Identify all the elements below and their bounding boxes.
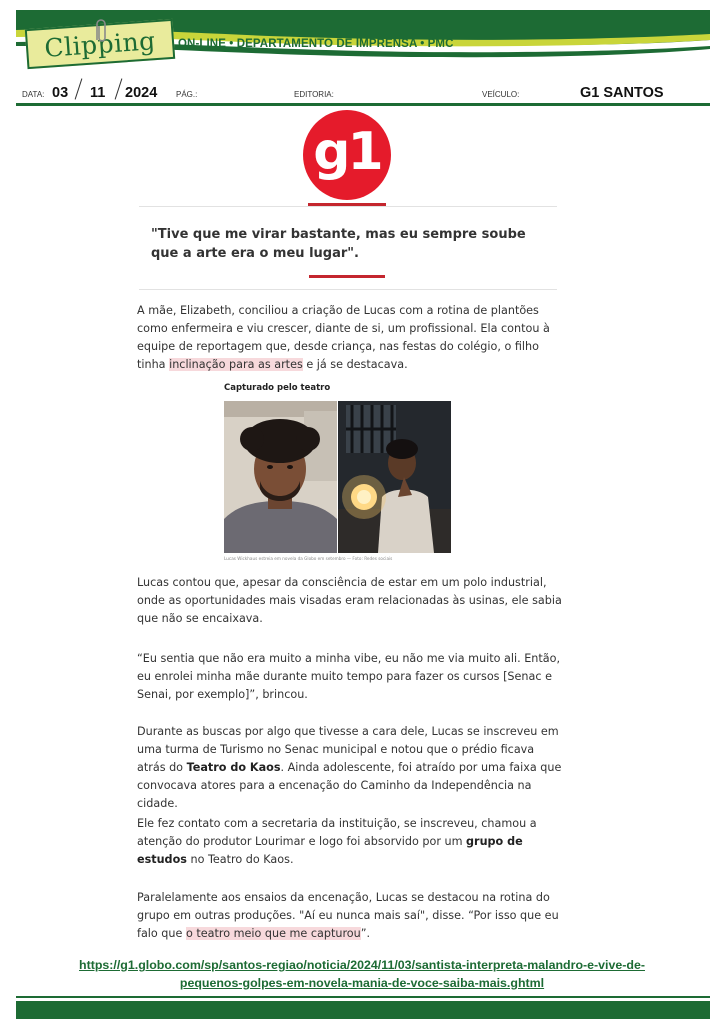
pull-quote-text: "Tive que me virar bastante, mas eu sempre soube que a arte era o meu lugar". [151,227,526,261]
page-label: PÁG.: [176,90,198,99]
paragraph-text: . Ainda adolescente, foi atraído por uma faixa que convocava atores para a encenação do Caminho da Independência na cidade. [137,761,562,810]
paragraph-captured [137,889,563,943]
photo-figure [220,375,455,567]
photo-lucas-lamp [338,401,451,553]
figure-credit: Lucas Wickhaus estreia em novela da Globo em setembro — Foto: Redes sociais [224,556,393,561]
date-day: 03 [52,85,69,101]
figure-title: Capturado pelo teatro [224,383,331,393]
editorial-label: EDITORIA: [294,90,334,99]
paragraph-study-group [137,815,563,869]
bold-text: Teatro do Kaos [186,761,281,774]
date-divider [115,78,123,99]
paragraph-quote-vibe: “Eu sentia que não era muito a minha vibe, eu não me via muito ali. Então, eu enrolei minha mãe durante muito tempo para fazer os cursos [Senac e Senai, por exemplo]”, brincou. [137,652,561,701]
highlighted-text: o teatro meio que me capturou [185,927,361,940]
paragraph-text: no Teatro do Kaos. [186,853,294,866]
vehicle-label: VEÍCULO: [482,90,520,99]
footer-band [16,1001,710,1019]
g1-logo-text: g1 [313,122,381,182]
paragraph-text: e já se destacava. [302,358,408,371]
highlighted-text: inclinação para as artes [169,358,303,371]
bold-text: grupo de estudos [137,835,523,866]
source-url-line1[interactable]: https://g1.globo.com/sp/santos-regiao/noticia/2024/11/03/santista-interpreta-malandro-e-vive-de- [79,958,645,972]
date-year: 2024 [125,85,158,101]
paragraph-industrial: Lucas contou que, apesar da consciência de estar em um polo industrial, onde as oportunidades mais visadas eram relacionadas às usinas, ele sabia que não se encaixava. [137,576,562,625]
paperclip-icon [92,18,108,44]
source-url-line2[interactable]: pequenos-golpes-em-novela-mania-de-voce-saiba-mais.ghtml [179,976,545,990]
date-month: 11 [90,85,106,101]
paragraph-text: ”. [360,927,371,940]
paragraph-text: Durante as buscas por algo que tivesse a cara dele, Lucas se inscreveu em uma turma de Turismo no Senac municipal e notou que o prédio ficava atrás do [137,725,559,774]
paragraph-text: Paralelamente aos ensaios da encenação, Lucas se destacou na rotina do grupo em outras produções. "Aí eu nunca mais saí", disse. “Por isso que eu falo que [137,891,559,940]
g1-logo [303,110,391,200]
clipping-badge-text: Clipping [43,25,157,63]
paragraph-text: Ele fez contato com a secretaria da instituição, se inscreveu, chamou a atenção do produtor Lourimar e logo foi absorvido por um [137,817,537,848]
paragraph-text: A mãe, Elizabeth, conciliou a criação de Lucas com a rotina de plantões como enfermeira e viu crescer, diante de si, um profissional. Ela contou à equipe de reportagem que, desde criança, nas festas do colégio, o filho tinha [137,304,550,371]
date-divider [75,78,83,99]
vehicle-name: G1 SANTOS [580,85,664,101]
paragraph-senac [137,723,563,813]
footer-divider [16,996,710,998]
article-clipping [135,108,563,948]
photo-lucas-selfie [224,401,337,553]
header-divider [16,103,710,106]
clipping-meta-row [22,82,712,104]
quote-accent-bar [309,275,385,278]
department-label: ON-LINE • DEPARTAMENTO DE IMPRENSA • PMC [178,38,454,50]
source-url-link[interactable] [20,956,704,992]
date-label: DATA: [22,90,45,99]
paragraph-mother [137,302,563,374]
